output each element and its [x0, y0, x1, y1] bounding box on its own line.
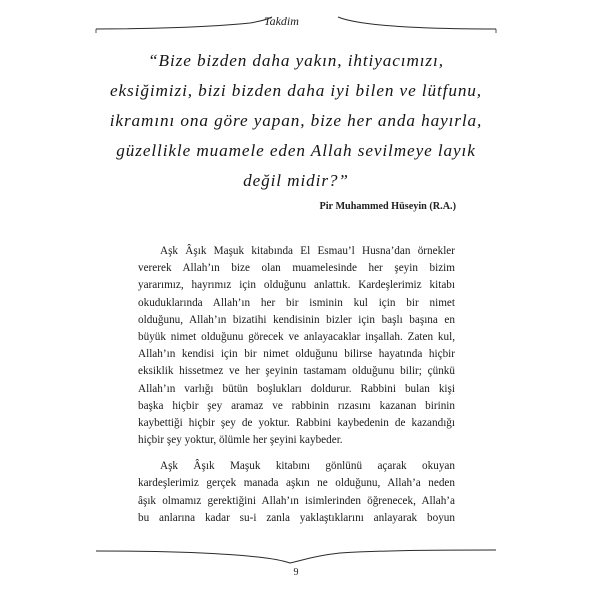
quote-line: eksiğimizi, bizi bizden daha iyi bilen ve lütfunu, — [110, 81, 482, 100]
epigraph-quote — [96, 46, 496, 196]
footer-rule — [96, 550, 496, 563]
paragraph-line: kardeşlerimiz gerçek manada aşkın ne olduğunu, Allah’a neden — [138, 477, 455, 490]
quote-line: ikramını ona göre yapan, bize her anda hayırla, — [109, 111, 483, 130]
paragraph-line: âşık olmamız gerektiğini Allah’ın isimlerinden öğrenecek, Allah’a — [138, 494, 455, 507]
body-text — [138, 243, 455, 527]
paragraph-line: başka hiçbir şey aramaz ve rabbinin rızasını kazanan birinin — [138, 399, 455, 412]
paragraph-gap — [138, 449, 455, 458]
paragraph-line: eksiklik hissetmez ve her şeyinin tastamam olduğunu bilir; çünkü — [138, 365, 455, 378]
quote-line: değil midir?” — [243, 171, 349, 190]
quote-line: “Bize bizden daha yakın, ihtiyacımızı, — [148, 51, 444, 70]
paragraph-line: Aşk Âşık Maşuk kitabında El Esmau’l Husna’dan örnekler — [160, 245, 455, 257]
paragraph-line: bu anlarına kadar su-i zanla yaklaştıklarını anlayarak boyun — [138, 511, 455, 524]
paragraph-line: Allah’ın kendisi için bir nimet olduğunu bilirse hayatında hiçbir — [138, 348, 455, 361]
paragraph-line: vererek Allah’ın bize olan muamelesinde her şeyin bizim — [138, 262, 455, 275]
quote-line: güzellikle muamele eden Allah sevilmeye layık — [116, 141, 476, 160]
paragraph-line: Allah’ın varlığı bütün boşlukları doldurur. Rabbini bulan kişi — [138, 382, 455, 395]
section-title: Takdim — [264, 14, 299, 28]
paragraph-line: kaybettiği hiçbir şey de yoktur. Rabbini kaybedenin de kazandığı — [138, 416, 455, 429]
paragraph-line: yararımız, hayrımız için olduğunu anlattık. Kardeşlerimiz kitabı — [138, 279, 455, 292]
paragraph-line: hiçbir şey yoktur, ölümle her şeyini kaybeder. — [138, 434, 343, 447]
paragraph-line: Aşk Âşık Maşuk kitabını gönlünü açarak okuyan — [160, 460, 455, 473]
quote-attribution: Pir Muhammed Hüseyin (R.A.) — [319, 201, 456, 212]
page-number: 9 — [293, 567, 299, 578]
paragraph-line: büyük nimet olduğunu görecek ve anlayacaklar inşallah. Zaten kul, — [138, 330, 455, 343]
paragraph-line: olduğunu, Allah’ın bizatihi kendisinin bizler için başlı başına en — [138, 313, 455, 326]
paragraph-line: okuduklarında Allah’ın her bir isminin kul için bir nimet — [138, 296, 455, 309]
